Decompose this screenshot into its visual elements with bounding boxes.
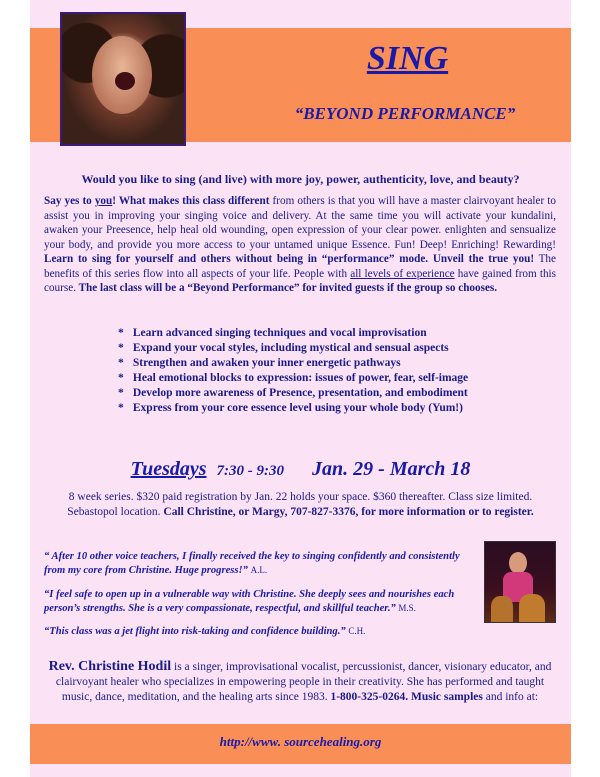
- experience-link[interactable]: all levels of experience: [350, 267, 455, 280]
- phone-number: 1-800-325-0264.: [330, 691, 409, 703]
- description-text: from others is that you will have a master clairvoyant healer to assist you in improving your singing voice and delivery. At the same time you will activate your kundalini, awaken your Preesence, help heal old wounding, open expression of your clear power. enlighten and sensualize your body, and provide you more access to your untamed unique Essence. Fun! Deep! Enriching! Rewarding!: [44, 195, 556, 251]
- pricing-line: 8 week series. $320 paid registration by Jan. 22 holds your space. $360 thereafter. Class size limited.: [68, 491, 533, 503]
- list-item: * Heal emotional blocks to expression: issues of power, fear, self-image: [118, 372, 469, 384]
- you-emphasis: you: [94, 195, 113, 207]
- page-title: SING: [366, 40, 449, 77]
- list-item: * Strengthen and awaken your inner energetic pathways: [118, 357, 401, 369]
- mode-statement: Learn to sing for yourself and others without being in “performance” mode. Unveil the true you!: [44, 253, 535, 265]
- benefits-end: have gained from this course.: [44, 267, 556, 294]
- list-item: * Expand your vocal styles, including mystical and sensual aspects: [118, 342, 449, 354]
- location-text: Sebastopol location.: [67, 506, 164, 518]
- list-item: * Express from your core essence level using your whole body (Yum!): [118, 402, 463, 414]
- testimonial: “ After 10 other voice teachers, I finally received the key to singing confidently and consistently from my core from Christine. Huge progress!” A.L.: [44, 551, 460, 576]
- intro-question: Would you like to sing (and live) with more joy, power, authenticity, love, and beauty?: [81, 172, 520, 186]
- testimonial: “This class was a jet flight into risk-taking and confidence building.” C.H.: [44, 626, 366, 637]
- website-link[interactable]: http://www. sourcehealing.org: [219, 734, 382, 749]
- registration-details: [30, 490, 571, 520]
- testimonial: “I feel safe to open up in a vulnerable way with Christine. She deeply sees and nourishes each person’s strengths. She is a very compassionate, respectful, and skillful teacher.” M.S.: [44, 589, 455, 614]
- singer-photo: [60, 12, 186, 146]
- testimonial-attribution: M.S.: [398, 602, 416, 613]
- contact-text: Call Christine, or Margy, 707-827-3376, for more information or to register.: [163, 506, 534, 518]
- lead-text: Say yes to: [44, 195, 95, 207]
- benefits-text: The benefits of this series flow into all aspects of your life. People with: [44, 253, 556, 280]
- schedule-dates: Jan. 29 - March 18: [312, 458, 471, 480]
- instructor-name: Rev. Christine Hodil: [48, 659, 172, 674]
- instructor-bio: [44, 659, 556, 705]
- drummer-photo: [484, 541, 556, 623]
- testimonial-attribution: C.H.: [348, 626, 366, 636]
- benefit-list: [118, 326, 538, 416]
- list-item: * Develop more awareness of Presence, presentation, and embodiment: [118, 387, 468, 399]
- description-paragraph: [44, 194, 556, 296]
- class-schedule: [30, 458, 571, 481]
- bio-text: is a singer, improvisational vocalist, percussionist, dancer, visionary educator, and clairvoyant healer who specializes in empowering people in their creativity. She has performed and taught music, dance, meditation, and the healing arts since 1983.: [55, 661, 552, 703]
- bio-tail: and info at:: [482, 691, 539, 703]
- list-item: * Learn advanced singing techniques and vocal improvisation: [118, 327, 427, 339]
- music-samples-link[interactable]: Music samples: [408, 691, 483, 703]
- page-subtitle: “BEYOND PERFORMANCE”: [294, 104, 516, 123]
- schedule-day: Tuesdays: [130, 458, 207, 480]
- testimonial-attribution: A.L.: [250, 564, 268, 575]
- lead-excl: ! What makes this class different: [112, 195, 270, 207]
- schedule-time: 7:30 - 9:30: [216, 463, 285, 479]
- last-class-statement: The last class will be a “Beyond Performance” for invited guests if the group so chooses.: [76, 282, 498, 294]
